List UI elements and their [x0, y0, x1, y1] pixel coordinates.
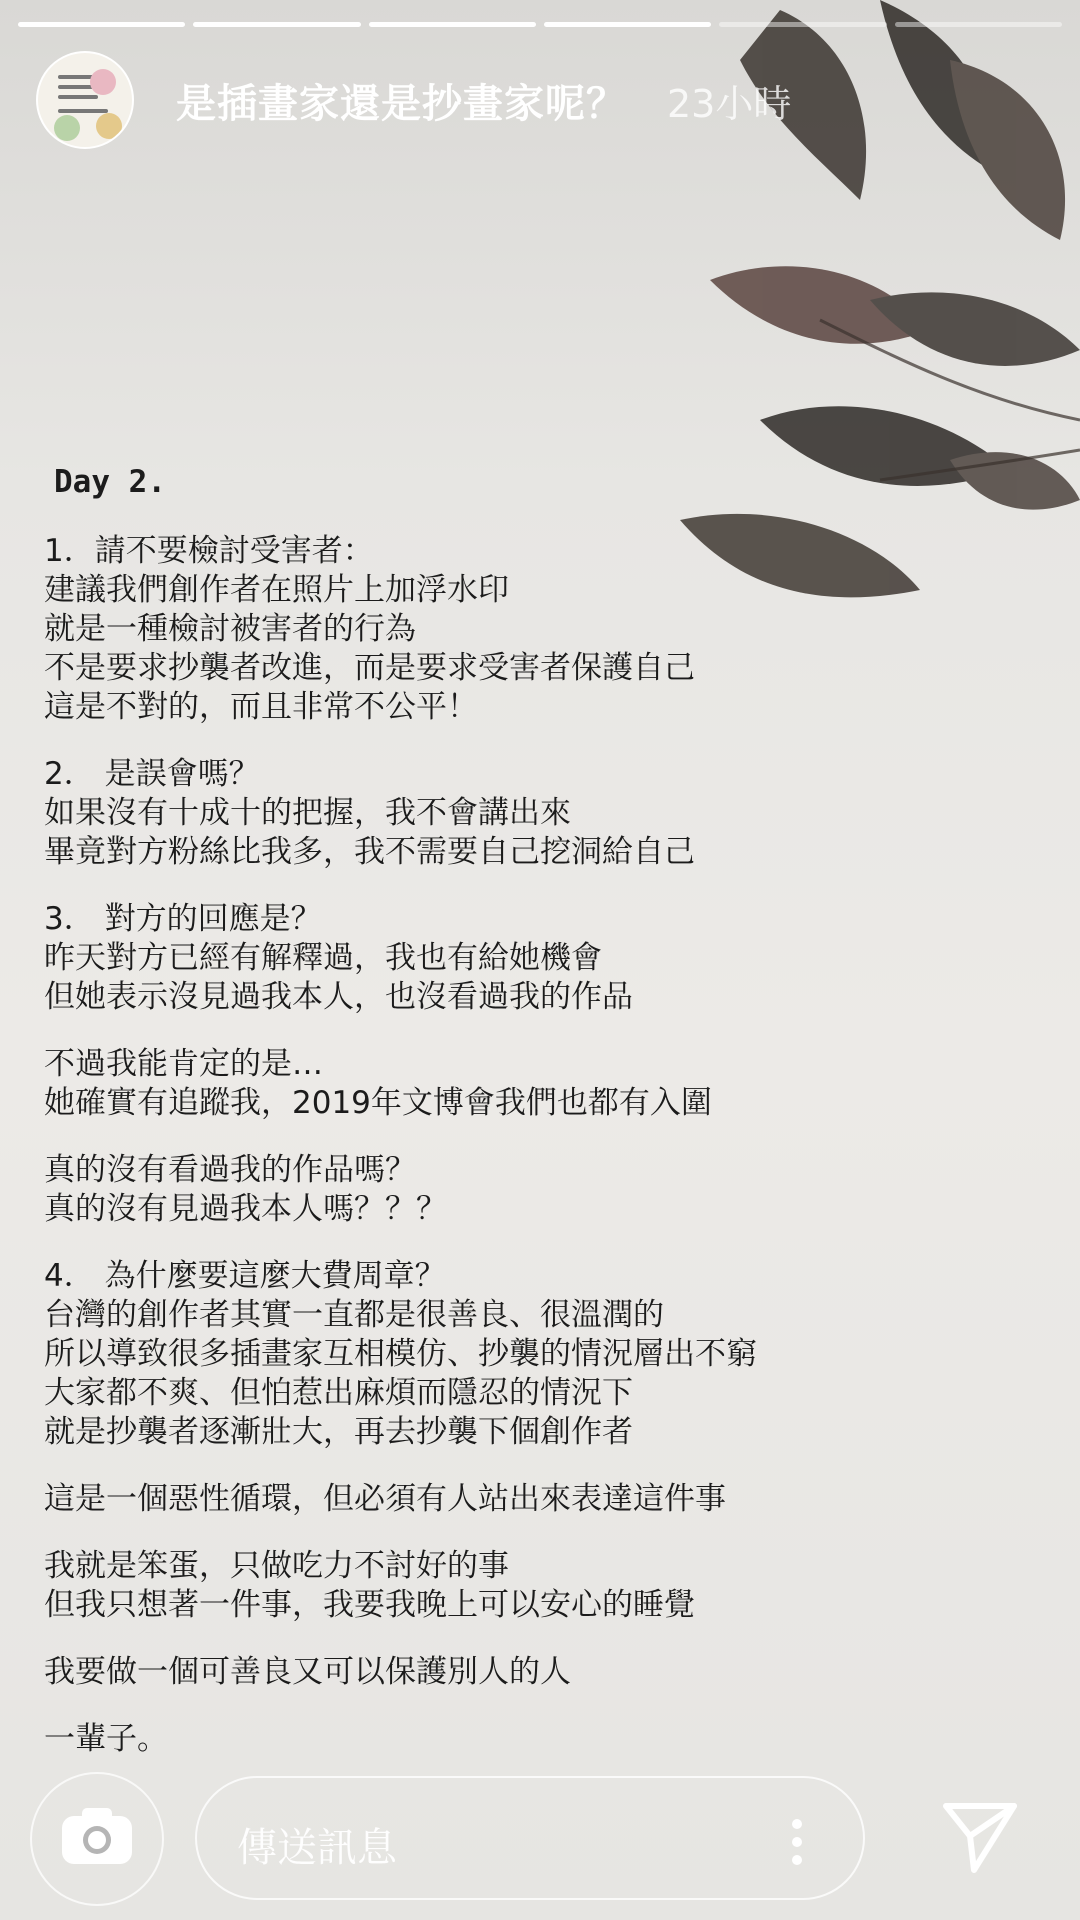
story-text: [44, 460, 944, 1759]
text-line: 就是抄襲者逐漸壯大，再去抄襲下個創作者: [44, 1414, 633, 1450]
timestamp: 23小時: [667, 81, 792, 126]
section-4: [44, 1257, 944, 1452]
text-line: 我要做一個可善良又可以保護別人的人: [44, 1654, 571, 1690]
paragraph: [44, 1045, 944, 1123]
paragraph: [44, 1653, 944, 1692]
progress-segment: [544, 22, 711, 27]
text-line: 建議我們創作者在照片上加浮水印: [44, 572, 509, 608]
message-placeholder: 傳送訊息: [237, 1825, 397, 1871]
progress-segment: [18, 22, 185, 27]
text-line: 我就是笨蛋，只做吃力不討好的事: [44, 1548, 509, 1584]
camera-icon: [60, 1804, 134, 1866]
section-3: [44, 900, 944, 1017]
progress-segment: [193, 22, 360, 27]
text-line: 所以導致很多插畫家互相模仿、抄襲的情況層出不窮: [44, 1336, 757, 1372]
section-2: [44, 755, 944, 872]
paragraph: [44, 1480, 944, 1519]
more-icon[interactable]: [791, 1818, 803, 1866]
username[interactable]: 是插畫家還是抄畫家呢？: [176, 80, 627, 127]
camera-button[interactable]: [30, 1772, 164, 1906]
section-heading: 3． 對方的回應是？: [44, 901, 322, 937]
text-line: 不過我能肯定的是…: [44, 1046, 323, 1082]
section-1: [44, 532, 944, 727]
text-line: 這是不對的，而且非常不公平！: [44, 689, 478, 725]
text-line: 一輩子。: [44, 1721, 168, 1757]
text-line: 台灣的創作者其實一直都是很善良、很溫潤的: [44, 1297, 664, 1333]
section-heading: 1．請不要檢討受害者：: [44, 533, 374, 569]
progress-segment: [895, 22, 1062, 27]
text-line: 但我只想著一件事，我要我晚上可以安心的睡覺: [44, 1587, 695, 1623]
section-heading: 2． 是誤會嗎？: [44, 756, 260, 792]
text-line: 不是要求抄襲者改進，而是要求受害者保護自己: [44, 650, 695, 686]
progress-segment: [369, 22, 536, 27]
text-line: 真的沒有見過我本人嗎？？？: [44, 1191, 447, 1227]
story-header: [36, 52, 791, 148]
text-line: 她確實有追蹤我，2019年文博會我們也都有入圍: [44, 1085, 712, 1121]
story-reply-bar: [0, 1764, 1080, 1894]
text-line: 如果沒有十成十的把握，我不會講出來: [44, 795, 571, 831]
section-heading: 4． 為什麼要這麼大費周章？: [44, 1258, 446, 1294]
paragraph: [44, 1720, 944, 1759]
message-input[interactable]: [195, 1776, 865, 1900]
text-line: 就是一種檢討被害者的行為: [44, 611, 416, 647]
text-line: 畢竟對方粉絲比我多，我不需要自己挖洞給自己: [44, 834, 695, 870]
send-icon[interactable]: [940, 1796, 1020, 1876]
story-progress: [18, 22, 1062, 27]
text-line: 但她表示沒見過我本人，也沒看過我的作品: [44, 979, 633, 1015]
paragraph: [44, 1151, 944, 1229]
avatar[interactable]: [36, 51, 134, 149]
text-line: 大家都不爽、但怕惹出麻煩而隱忍的情況下: [44, 1375, 633, 1411]
text-line: 真的沒有看過我的作品嗎？: [44, 1152, 416, 1188]
progress-segment: [719, 22, 886, 27]
text-line: 這是一個惡性循環，但必須有人站出來表達這件事: [44, 1481, 726, 1517]
paragraph: [44, 1547, 944, 1625]
day-tag: Day 2.: [44, 460, 176, 504]
text-line: 昨天對方已經有解釋過，我也有給她機會: [44, 940, 602, 976]
